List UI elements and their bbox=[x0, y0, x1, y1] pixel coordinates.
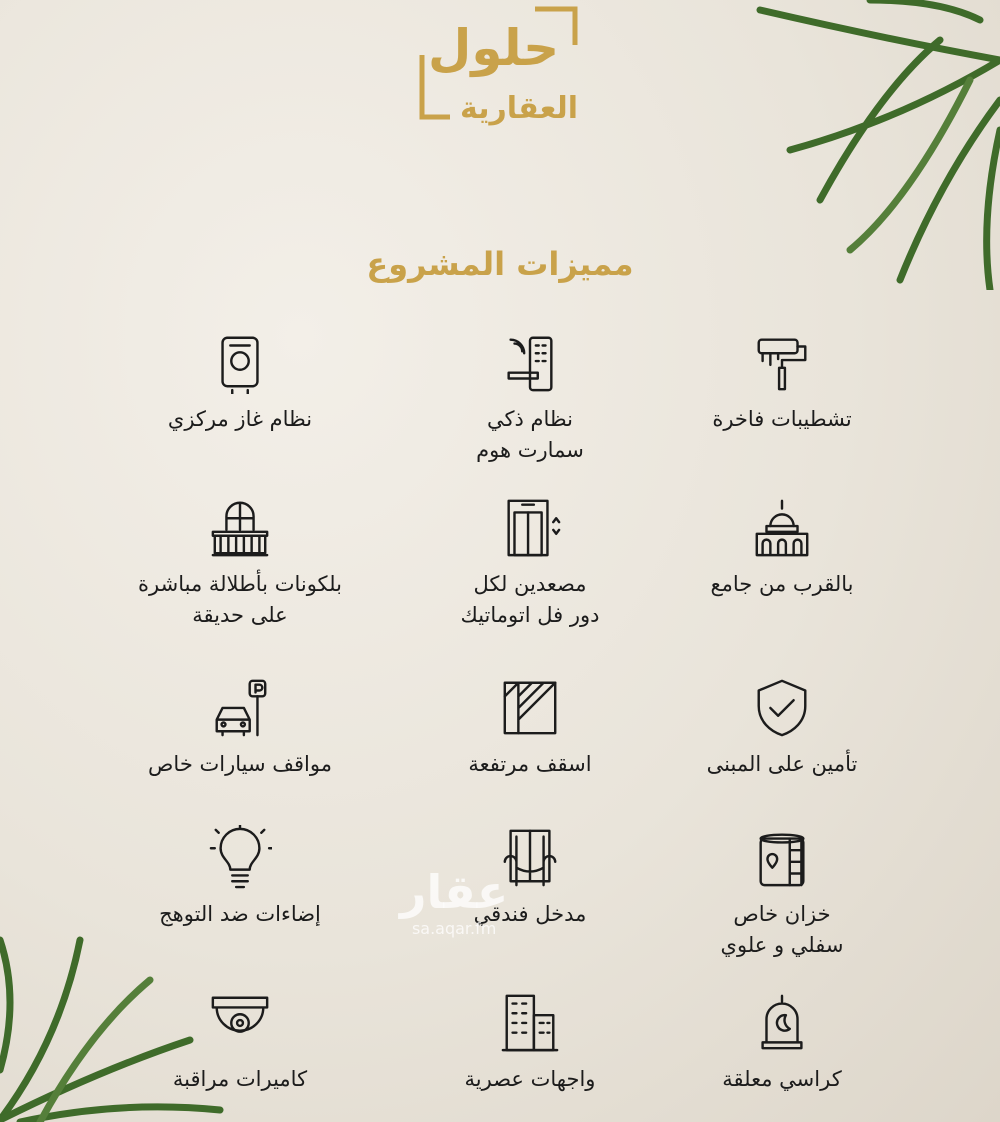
ceiling-icon bbox=[498, 675, 562, 739]
feature-label bbox=[110, 749, 370, 780]
feature-label-line: كاميرات مراقبة bbox=[172, 1067, 308, 1091]
parking-icon bbox=[208, 675, 272, 739]
light-bulb-icon bbox=[208, 825, 272, 889]
feature-label-line: دور فل اتوماتيك bbox=[460, 603, 600, 627]
feature-item bbox=[400, 990, 660, 1095]
feature-label-line: مصعدين لكل bbox=[473, 572, 587, 596]
feature-label bbox=[400, 569, 660, 631]
feature-label-line: نظام غاز مركزي bbox=[167, 407, 313, 431]
elevator-icon bbox=[498, 495, 562, 559]
building-facade-icon bbox=[498, 990, 562, 1054]
feature-item bbox=[652, 990, 912, 1095]
feature-label bbox=[652, 749, 912, 780]
feature-label-line: تشطيبات فاخرة bbox=[712, 407, 852, 431]
feature-item bbox=[400, 675, 660, 780]
feature-label bbox=[110, 404, 370, 435]
feature-item bbox=[110, 675, 370, 780]
feature-label bbox=[652, 1064, 912, 1095]
feature-label bbox=[110, 899, 370, 930]
feature-item bbox=[110, 330, 370, 435]
feature-label-line: مدخل فندقي bbox=[473, 902, 587, 926]
smart-lock-icon bbox=[498, 330, 562, 394]
feature-label bbox=[110, 1064, 370, 1095]
feature-label bbox=[400, 749, 660, 780]
feature-label bbox=[652, 899, 912, 961]
balcony-icon bbox=[208, 495, 272, 559]
watermark-brand: عقار bbox=[400, 865, 509, 919]
feature-item bbox=[652, 330, 912, 435]
shield-check-icon bbox=[750, 675, 814, 739]
feature-label bbox=[400, 404, 660, 466]
watermark bbox=[400, 865, 508, 938]
feature-item bbox=[652, 825, 912, 961]
gas-heater-icon bbox=[208, 330, 272, 394]
feature-label-line: خزان خاص bbox=[733, 902, 831, 926]
feature-item bbox=[400, 495, 660, 631]
feature-label bbox=[400, 1064, 660, 1095]
feature-label-line: سمارت هوم bbox=[476, 438, 584, 462]
feature-label-line: اسقف مرتفعة bbox=[468, 752, 592, 776]
feature-label-line: إضاءات ضد التوهج bbox=[159, 902, 321, 926]
feature-item bbox=[110, 495, 370, 631]
feature-item bbox=[652, 675, 912, 780]
feature-item bbox=[110, 825, 370, 930]
feature-item bbox=[110, 990, 370, 1095]
logo-sub-text: العقارية bbox=[460, 91, 579, 126]
feature-label-line: سفلي و علوي bbox=[720, 933, 844, 957]
feature-label-line: بلكونات بأطلالة مباشرة bbox=[138, 572, 342, 596]
logo-main-text: حلول bbox=[428, 19, 560, 77]
hanging-chair-icon bbox=[750, 990, 814, 1054]
water-tank-icon bbox=[750, 825, 814, 889]
company-logo bbox=[410, 5, 585, 140]
mosque-icon bbox=[750, 495, 814, 559]
security-camera-icon bbox=[208, 990, 272, 1054]
watermark-url: sa.aqar.fm bbox=[411, 919, 497, 938]
feature-label-line: بالقرب من جامع bbox=[710, 572, 854, 596]
feature-item bbox=[400, 330, 660, 466]
feature-label bbox=[652, 404, 912, 435]
feature-label bbox=[110, 569, 370, 631]
feature-label bbox=[652, 569, 912, 600]
page-title: مميزات المشروع bbox=[366, 245, 634, 283]
feature-item bbox=[652, 495, 912, 600]
feature-label-line: كراسي معلقة bbox=[722, 1067, 842, 1091]
feature-label-line: مواقف سيارات خاص bbox=[148, 752, 332, 776]
feature-label-line: واجهات عصرية bbox=[464, 1067, 596, 1091]
paint-roller-icon bbox=[750, 330, 814, 394]
feature-label-line: على حديقة bbox=[192, 603, 288, 627]
feature-label-line: نظام ذكي bbox=[487, 407, 573, 431]
feature-label-line: تأمين على المبنى bbox=[706, 752, 858, 776]
